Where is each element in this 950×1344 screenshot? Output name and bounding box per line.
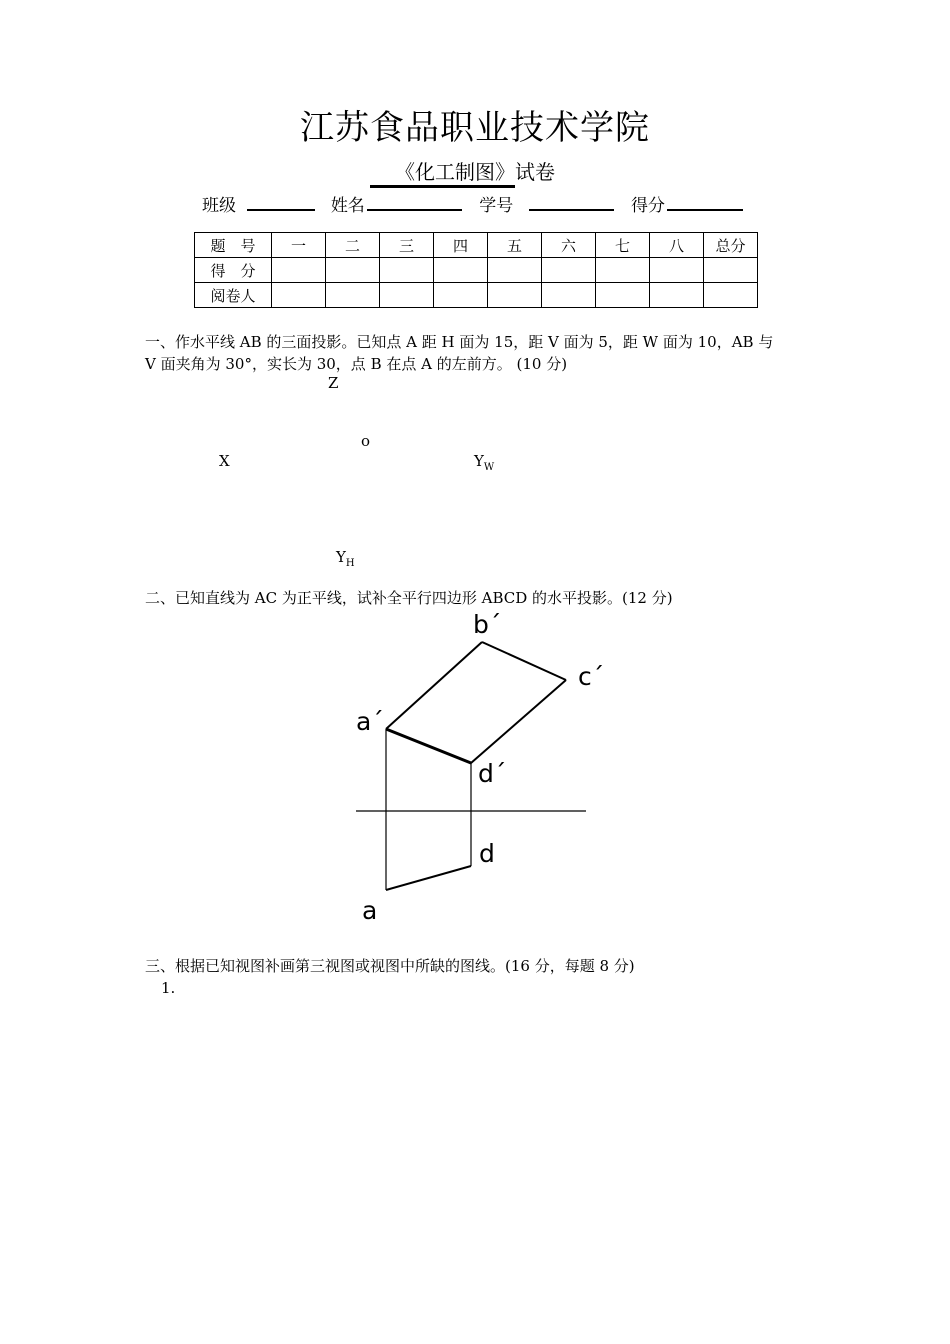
table-header-cell: 一 (272, 233, 326, 258)
table-header-cell: 五 (488, 233, 542, 258)
label-c-prime: c´ (578, 662, 605, 691)
row-label-grader: 阅卷人 (195, 283, 272, 308)
axis-label-yh-sub: H (345, 558, 355, 569)
school-title: 江苏食品职业技术学院 (300, 108, 650, 148)
q1-text-line2: V 面夹角为 30°，实长为 30，点 B 在点 A 的左前方。 (10 分) (145, 355, 568, 373)
table-header-cell: 总分 (704, 233, 758, 258)
table-header-cell: 四 (434, 233, 488, 258)
class-label: 班级 (202, 196, 236, 216)
table-header-cell: 题 号 (195, 233, 272, 258)
row-label-score: 得 分 (195, 258, 272, 283)
table-header-cell: 七 (596, 233, 650, 258)
table-header-cell: 二 (326, 233, 380, 258)
score-label: 得分 (631, 196, 666, 216)
name-label: 姓名 (330, 196, 365, 216)
axis-label-z: Z (328, 374, 339, 392)
edge-a-d (386, 866, 471, 890)
edge-a-prime-b-prime (386, 642, 482, 729)
label-d: d (479, 839, 495, 868)
q2-text: 二、已知直线为 AC 为正平线，试补全平行四边形 ABCD 的水平投影。(12 分) (145, 589, 673, 607)
table-header-cell: 八 (650, 233, 704, 258)
q3-text: 三、根据已知视图补画第三视图或视图中所缺的图线。(16 分，每题 8 分) (145, 957, 635, 975)
axis-label-yh-main: Y (336, 548, 346, 566)
table-header-cell: 六 (542, 233, 596, 258)
axis-label-x: X (219, 452, 230, 470)
q1-text-line1: 一、作水平线 AB 的三面投影。已知点 A 距 H 面为 15，距 V 面为 5，距 W 面为 10，AB 与 (145, 333, 774, 351)
label-a: a (362, 896, 378, 925)
label-b-prime: b´ (473, 610, 502, 639)
edge-a-prime-d-prime (386, 729, 471, 763)
paper-title: 《化工制图》试卷 (395, 160, 555, 184)
table-header-cell: 三 (380, 233, 434, 258)
label-d-prime: d´ (478, 759, 507, 788)
student-id-label: 学号 (479, 196, 514, 216)
edge-c-prime-d-prime (471, 680, 566, 763)
q3-item-1: 1. (161, 979, 176, 997)
axis-label-yw-sub: W (483, 462, 495, 473)
edge-b-prime-c-prime (482, 642, 566, 680)
axis-label-origin: o (361, 432, 371, 450)
axis-label-yw-main: Y (474, 452, 484, 470)
label-a-prime: a´ (356, 707, 384, 736)
